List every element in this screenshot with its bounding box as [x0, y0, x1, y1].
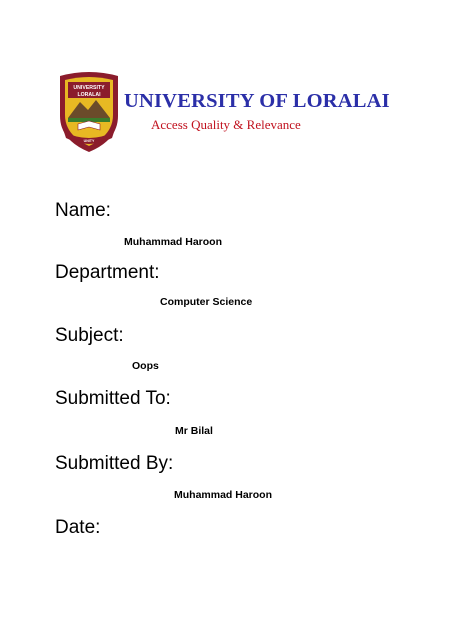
crest-text-bottom: LORALAI: [77, 92, 101, 98]
date-label: Date:: [55, 517, 101, 538]
department-value: Computer Science: [160, 296, 253, 308]
crest-motto-bottom: UNITY: [83, 139, 95, 143]
university-name: UNIVERSITY OF LORALAI: [124, 90, 390, 112]
university-tagline: Access Quality & Relevance: [151, 117, 301, 132]
crest-text-top: UNIVERSITY: [73, 85, 105, 91]
subject-value: Oops: [132, 360, 159, 372]
submitted-by-value: Muhammad Haroon: [174, 489, 273, 501]
subject-label: Subject:: [55, 325, 124, 346]
university-crest-icon: [58, 70, 120, 154]
department-label: Department:: [55, 262, 160, 283]
submitted-by-label: Submitted By:: [55, 453, 174, 474]
name-value: Muhammad Haroon: [124, 236, 223, 248]
submitted-to-value: Mr Bilal: [175, 425, 213, 437]
submitted-to-label: Submitted To:: [55, 388, 171, 409]
name-label: Name:: [55, 200, 111, 221]
